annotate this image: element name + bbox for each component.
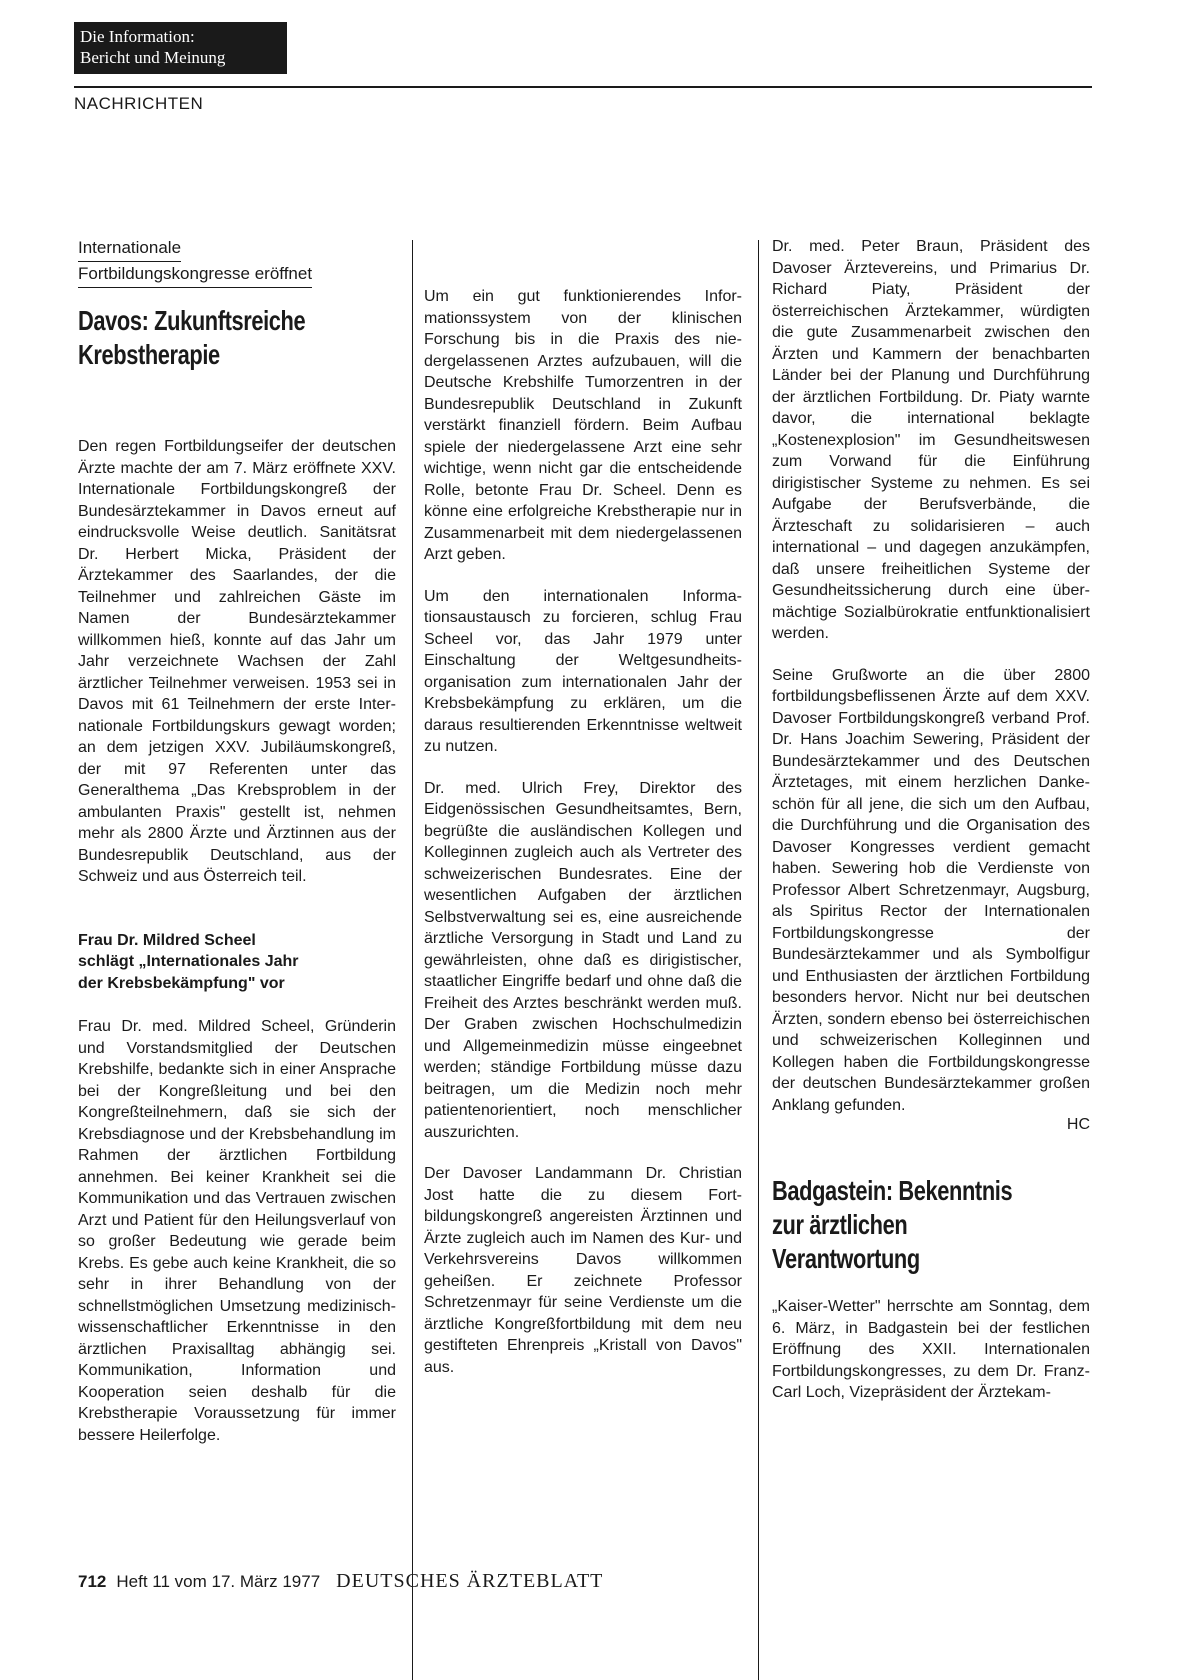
article-2-headline bbox=[772, 1174, 1084, 1276]
kicker-line-2: Fortbildungskongresse eröffnet bbox=[78, 262, 312, 288]
paragraph-7: Dr. med. Peter Braun, Präsident des Davoser Ärztevereins, und Primarius Dr. Richard Piaty, Präsident der österreichischen Ärztekammer, würdigten die gute Zusammenarbeit zwischen den Ärzten und Kammern der benachbarten Länder bei der Planung und Durchführung der ärztlichen Fortbildung. Dr. Piaty warnte davor, die international beklagte „Kostenexplosion" im Gesundheitswesen zum Vorwand für die Einführung dirigistischer Systeme zu nehmen. Es sei Aufgabe der Berufsverbände, die Ärzteschaft zu solidarisieren – auch international – und dagegen anzukämpfen, daß unsere freiheitlichen Systeme der Gesundheitssicherung durch eine übermächtige Sozialbürokratie entfunktionalisiert werden. bbox=[772, 238, 1090, 642]
headline-2-line-1: Badgastein: Bekenntnis bbox=[772, 1175, 1013, 1206]
article-2-paragraph-1: „Kaiser-Wetter" herrschte am Sonntag, dem 6. März, in Badgastein bei der festlichen Eröffnung des XXII. Internationalen Fortbildungskongresses, zu dem Dr. Franz-Carl Loch, Vizepräsident der Ärztekam- bbox=[772, 1298, 1090, 1401]
headline-line-2: Krebstherapie bbox=[78, 339, 220, 370]
paragraph-3: Um ein gut funktionierendes Informationssystem von der klinischen Forschung bis in die Praxis des niedergelassenen Arztes aufzubauen, will die Deutsche Krebshilfe Tumorzentren in der Bundesrepublik Deutschland in Zukunft verstärkt finanziell fördern. Beim Aufbau spiele der niedergelassene Arzt eine sehr wichtige, wenn nicht gar die entscheidende Rolle, betonte Frau Dr. Scheel. Denn es könne eine erfolgreiche Krebstherapie nur in Zusammenarbeit mit dem niedergelassenen Arzt geben. bbox=[424, 288, 742, 563]
section-label: NACHRICHTEN bbox=[74, 94, 204, 113]
subhead-line-2: schlägt „Internationales Jahr bbox=[78, 953, 299, 970]
column-divider-1 bbox=[412, 240, 413, 1680]
subhead-line-1: Frau Dr. Mildred Scheel bbox=[78, 931, 256, 949]
paragraph-4: Um den internationalen Informationsaustausch zu forcieren, schlug Frau Scheel vor, das Jahr 1979 unter Einschaltung der Weltgesundheitsorganisation zum internationalen Jahr der Krebsbekämpfung zu erklären, um die daraus resultierenden Erkenntnisse weltweit zu nutzen. bbox=[424, 587, 742, 755]
subheading bbox=[78, 930, 396, 995]
headline-line-1: Davos: Zukunftsreiche bbox=[78, 305, 306, 336]
article-signature: HC bbox=[1066, 1116, 1090, 1133]
column-1 bbox=[78, 236, 396, 1680]
headline-2-line-2: zur ärztlichen bbox=[772, 1209, 908, 1240]
page-footer bbox=[78, 1570, 603, 1593]
paragraph-8: Seine Grußworte an die über 2800 fortbildungsbeflissenen Ärzte auf dem XXV. Davoser Fortbildungskongreß verband Prof. Dr. Hans Joachim Sewering, Präsident der Bundesärztekammer und des Deutschen Ärztetages, mit einem herzlichen Dankeschön für all jene, die sich um den Aufbau, die Durchführung und die Organisation des Davoser Kongresses verdient gemacht haben. Sewering hob die Verdienste von Professor Albert Schretzenmayr, Augsburg, als Spiritus Rector der Internationalen Fortbildungskongresse der Bundesärztekammer und als Symbolfigur und Enthusiasten der ärztlichen Fortbildung besonders hervor. Nicht nur bei deutschen Ärzten, sondern ebenso bei österreichischen und schweizerischen Kolleginnen und Kollegen haben die Fortbildungskongresse der deutschen Bundesärztekammer großen Anklang gefunden. bbox=[772, 666, 1090, 1114]
kicker-line-1: Internationale bbox=[78, 236, 181, 262]
masthead-line-1: Die Information: bbox=[80, 27, 195, 46]
page-number: 712 bbox=[78, 1572, 107, 1591]
column-2 bbox=[424, 236, 742, 1378]
paragraph-2: Frau Dr. med. Mildred Scheel, Gründerin und Vorstandsmitglied der Deutschen Krebshilfe, bedankte sich in einer Ansprache bei der Kongreßleitung und bei den Kongreßteilnehmern, daß sie sich der Krebsdiagnose und der Krebsbehandlung im Rahmen der ärztlichen Fortbildung annehmen. Bei keiner Krankheit sei die Kommunikation und das Vertrauen zwischen Arzt und Patient für den Heilungsverlauf von so großer Bedeutung wie gerade beim Krebs. Es gebe auch keine Krankheit, die so sehr in ihrer Behandlung von der schnellstmöglichen Umsetzung medizinisch-wissenschaftlicher Erkenntnisse in den ärztlichen Praxisalltag abhängig sei. Kommunikation, Information und Kooperation seien deshalb für die Krebstherapie Voraussetzung für immer bessere Heilerfolge. bbox=[78, 1018, 396, 1444]
article-kicker bbox=[78, 236, 396, 288]
issue-info: Heft 11 vom 17. März 1977 bbox=[116, 1572, 321, 1591]
header-rule bbox=[74, 86, 1092, 88]
headline-2-line-3: Verantwortung bbox=[772, 1243, 920, 1274]
subhead-line-3: der Krebsbekämpfung" vor bbox=[78, 974, 285, 992]
masthead-line-2: Bericht und Meinung bbox=[80, 48, 226, 67]
masthead-box bbox=[74, 22, 287, 74]
column-divider-2 bbox=[758, 240, 759, 1680]
signature-row bbox=[772, 1116, 1090, 1134]
article-headline bbox=[78, 304, 390, 372]
paragraph-1: Den regen Fortbildungseifer der deutschen Ärzte machte der am 7. März eröffnete XXV. Internationale Fortbildungskongreß der Bundesärztekammer in Davos erneut auf eindrucksvolle Weise deutlich. Sanitätsrat Dr. Herbert Micka, Präsident der Ärztekammer des Saarlandes, der die Teilnehmer und zahlreichen Gäste im Namen der Bundesärztekammer willkommen hieß, konnte auf das Jahr um Jahr verzeichnete Wachsen der Zahl ärztlicher Teilnehmer verweisen. 1953 sei in Davos mit 61 Teilnehmern der erste Internationale Fortbildungskurs gewagt worden; an dem jetzigen XXV. Jubiläumskongreß, der mit 97 Referenten unter das Generalthema „Das Krebsproblem in der ambulanten Praxis" gestellt ist, nehmen mehr als 2800 Ärzte und Ärztinnen aus der Bundesrepublik Deutschland, aus der Schweiz und aus Österreich teil. bbox=[78, 438, 396, 885]
paragraph-5: Dr. med. Ulrich Frey, Direktor des Eidgenössischen Gesundheitsamtes, Bern, begrüßte die ausländischen Kollegen und Kolleginnen zugleich auch als Vertreter des schweizerischen Bundesrates. Eine der wesentlichen Aufgaben der ärztlichen Selbstverwaltung sei es, eine ausreichende ärztliche Versorgung in Stadt und Land zu gewährleisten, ohne daß es dirigistischer, staatlicher Eingriffe bedarf und ohne daß die Freiheit des Arztes beschränkt werden muß. Der Graben zwischen Hochschulmedizin und Allgemeinmedizin müsse eingeebnet werden; ständige Fortbildung müsse dazu beitragen, um die Medizin noch mehr patientenorientiert, noch menschlicher auszurichten. bbox=[424, 779, 742, 1141]
publication-name: DEUTSCHES ÄRZTEBLATT bbox=[336, 1570, 604, 1592]
paragraph-6: Der Davoser Landammann Dr. Christian Jost hatte die zu diesem Fortbildungskongreß angereisten Ärztinnen und Ärzte zugleich auch im Namen des Kur- und Verkehrsvereins Davos willkommen geheißen. Er zeichnete Professor Schretzenmayr für seine Verdienste um die ärztliche Kongreßfortbildung mit dem neu gestifteten Ehrenpreis „Kristall von Davos" aus. bbox=[424, 1165, 742, 1376]
column-3 bbox=[772, 236, 1090, 1404]
